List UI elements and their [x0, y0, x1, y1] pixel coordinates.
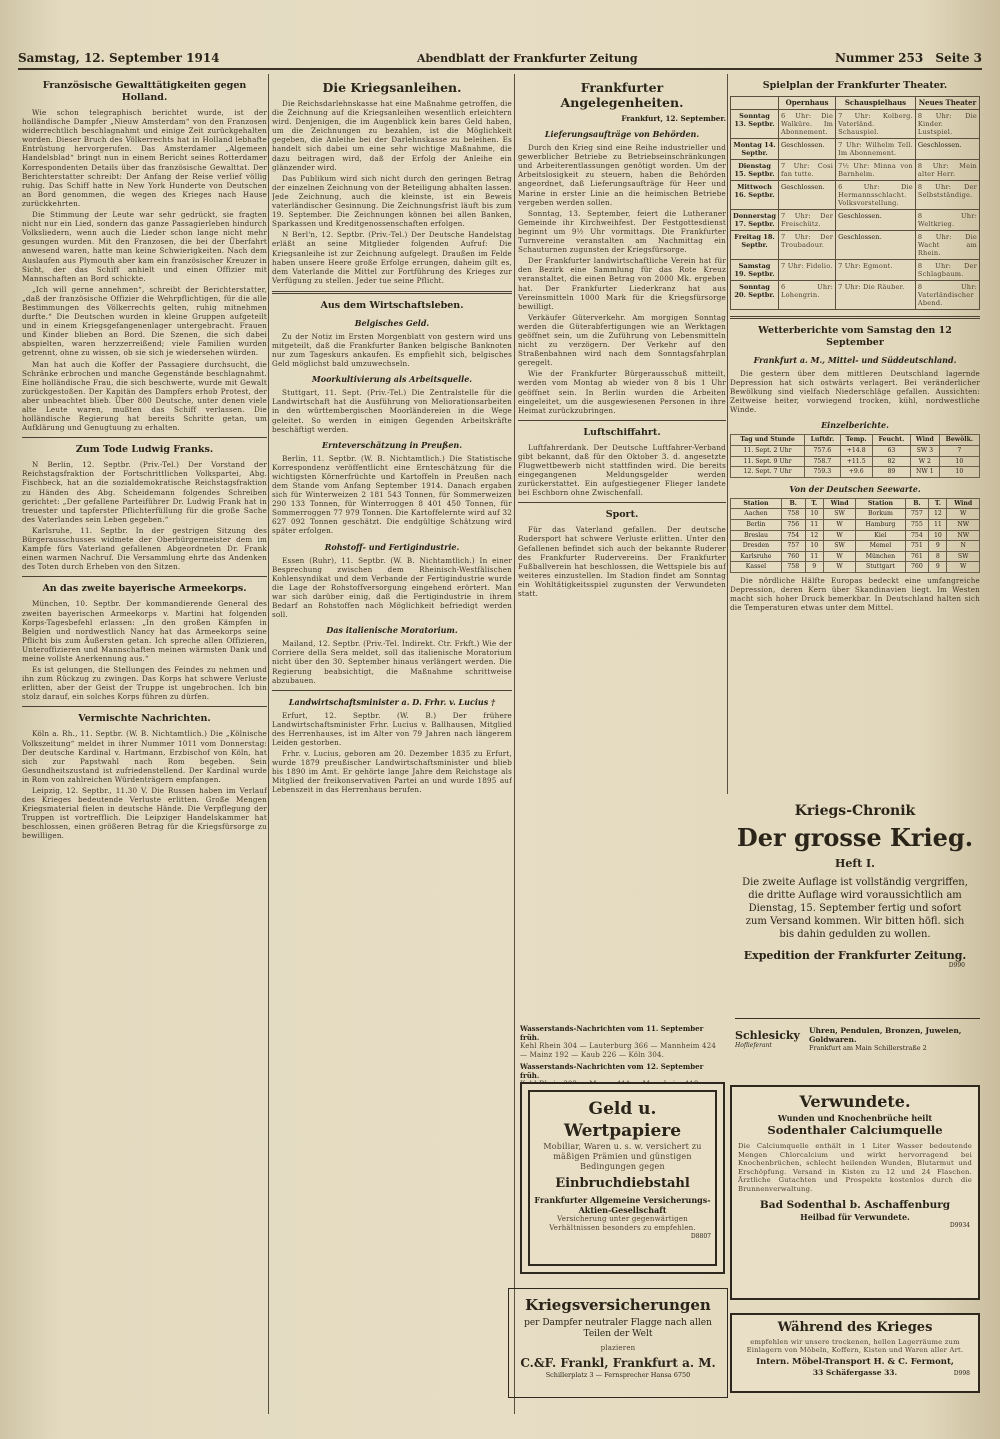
- subheading: Ernteverschätzung in Preußen.: [321, 439, 463, 450]
- ad-code: D9934: [949, 1221, 970, 1229]
- headline: Die Kriegsanleihen.: [322, 80, 462, 95]
- theatre-cell: 7½ Uhr: Minna von Barnhelm.: [836, 160, 916, 181]
- ad-sign: Expedition der Frankfurter Zeitung.: [743, 949, 967, 962]
- theatre-cell: Geschlossen.: [915, 139, 979, 160]
- theatre-day: Samstag 19. Septbr.: [731, 260, 779, 281]
- ad-text: Die Calciumquelle enthält in 1 Liter Wasser bedeutende Mengen Chlorcalcium und wirkt hervorragend bei Knochenbrüchen, schlecht heilenden Wunden, Blutarmut und Erschöpfung. Versand in Kisten zu 12 und 24 Flaschen. Ärztliche Gutachten und Prospekte kostenlos durch die Brunnenverwaltung.: [738, 1142, 972, 1193]
- ad-code: D990: [948, 962, 965, 969]
- section-heading: Aus dem Wirtschaftsleben.: [320, 299, 464, 311]
- ad-title: Kriegsversicherungen: [525, 1296, 711, 1314]
- ad-mid: Einbruchdiebstahl: [555, 1176, 690, 1191]
- article-body: Mailand, 12. Septbr. (Priv.-Tel. Indirekt. Ctr. Frkft.) Wie der Corriere della Sera meldet, soll das italienische Moratorium nicht über den 30. September hinaus verlängert werden. Die Regierung beabsichtigt, die Maßnahme schrittweise abzubauen.: [272, 639, 512, 685]
- ad-brand: [735, 1029, 805, 1049]
- divider: [518, 420, 726, 421]
- theatre-cell: 8 Uhr: Die Kinder. Lustspiel.: [915, 110, 979, 139]
- weather-subtitle: Frankfurt a. M., Mittel- und Süddeutschland.: [753, 355, 957, 365]
- article-body: Luftfahrerdank. Der Deutsche Luftfahrer-Verband gibt bekannt, daß für den Oktober 3. d. angesetzte Flugwettbewerb nicht stattfinden wird. Die bereits eingegangenen Meldungsgelder werden zurückerstattet. Ein aufgestiegener Flieger landete bei Eschborn ohne Zwischenfall.: [518, 442, 726, 498]
- ad-sub: per Dampfer neutraler Flagge nach allen Teilen der Welt: [524, 1318, 712, 1339]
- page-number: Seite 3: [935, 51, 982, 65]
- divider: [735, 1018, 980, 1019]
- ad-verwundete: [730, 1085, 980, 1300]
- headline: Zum Tode Ludwig Franks.: [75, 444, 214, 456]
- ad-title: Während des Krieges: [777, 1320, 933, 1335]
- column-2: [272, 74, 512, 1414]
- ad-geld-wertpapiere: [520, 1082, 725, 1274]
- column-rule: [727, 74, 728, 794]
- article-body: Stuttgart, 11. Sept. (Priv.-Tel.) Die Zentralstelle für die Landwirtschaft hat die Ausführung von Meliorationsarbeiten in den württembergischen Moorländereien in die Wege geleitet. So werden in einigen Gegenden Arbeitskräfte beschäftigt werden.: [272, 388, 512, 434]
- theatre-schedule: [730, 96, 980, 310]
- weather-table-stations: Station B. T. Wind Station B. T. Wind Aachen 758 10 SW Borkum 757 12 W Berlin 756 11 W Hamburg 755 11 NW Breslau 754 12 W Kiel 754 10 NW Dresden 757 10 SW Memel 751 9 N Karlsruhe 760 11 W München 761 8 SW Kassel 758 9 W Stuttgart 760 9 W: [730, 498, 980, 573]
- article-body: N Berlin, 12. Septbr. (Priv.-Tel.) Der Vorstand der Reichstagsfraktion der Fortschrittlichen Volkspartei, Abg. Fischbeck, hat an die sozialdemokratische Reichstagsfraktion zu Händen des Abg. Scheidemann folgendes Schreiben gerichtet: „Der gefallene Parteiführer Dr. Ludwig Frank hat in treuester und tapferster Pflichterfüllung für die große Sache des Vaterlandes sein Leben gegeben.“ Karlsruhe, 11. Septbr. In der gestrigen Sitzung des Bürgerausschusses widmete der Oberbürgermeister dem im Kampfe fürs Vaterland gefallenen Abgeordneten Dr. Frank einen warmen Nachruf. Die Versammlung ehrte das Andenken des Toten durch Erheben von den Sitzen.: [22, 460, 267, 572]
- divider: [22, 437, 267, 438]
- article-body: Köln a. Rh., 11. Septbr. (W. B. Nichtamtlich.) Die „Kölnische Volkszeitung“ meldet in ihrer Nummer 1011 vom Donnerstag: Der deutsche Kardinal v. Hartmann, Erzbischof von Köln, hat sich zur Papstwahl nach Rom begeben. Sein Gesundheitszustand ist zufriedenstellend. Der Kardinal wurde in Rom von zahlreichen Würdenträgern empfangen. Leipzig, 12. Septbr., 11.30 V. Die Russen haben im Verlauf des Krieges bedeutende Verluste erlitten. Große Mengen Kriegsmaterial fielen in deutsche Hände. Die Verpflegung der Truppen ist vortrefflich. Die Leipziger Handelskammer hat beschlossen, einen größeren Betrag für die Kriegsfürsorge zu bewilligen.: [22, 729, 267, 841]
- water-title: Wasserstands-Nachrichten vom 12. September früh.: [520, 1062, 704, 1080]
- subheading: Belgisches Geld.: [354, 317, 430, 328]
- ad-code: D8807: [690, 1233, 711, 1240]
- divider: [518, 502, 726, 503]
- headline: Spielplan der Frankfurter Theater.: [762, 80, 948, 91]
- subheading: Rohstoff- und Fertigindustrie.: [324, 541, 460, 552]
- dateline: Frankfurt, 12. September.: [621, 114, 726, 123]
- ad-kriegsversicherungen: [508, 1288, 728, 1398]
- theatre-day: Sonntag 20. Septbr.: [731, 281, 779, 310]
- theatre-cell: 8 Uhr: Weltkrieg.: [915, 210, 979, 231]
- ad-title: Verwundete.: [799, 1092, 911, 1111]
- article-body: Die Reichsdarlehnskasse hat eine Maßnahme getroffen, die die Zeichnung auf die Kriegsanleihen wesentlich erleichtern wird. Denjenigen, die im Augenblick kein bares Geld haben, um die Zeichnungen zu bezahlen, ist die Möglichkeit gegeben, die Anleihe bei der Darlehnskasse zu beleihen. Es handelt sich dabei um eine sehr wichtige Maßnahme, die dazu beitragen wird, daß der Erfolg der Anleihe ein glänzender wird. Das Publikum wird sich nicht durch den geringen Betrag der einzelnen Zeichnung von der Beteiligung abhalten lassen. Jede Zeichnung, auch die kleinste, ist ein Beweis vaterländischer Gesinnung. Die Zeichnungsfrist läuft bis zum 19. September. Die Zeichnungen können bei allen Banken, Sparkassen und Kreditgenossenschaften erfolgen. N Berl'n, 12. Septbr. (Priv.-Tel.) Der Deutsche Handelstag erläßt an seine Mitglieder folgenden Aufruf: Die Kriegsanleihe ist zur Zeichnung aufgelegt. Draußen im Felde haben unsere Heere große Erfolge errungen, daheim gilt es, dem Vaterlande die Mittel zur Fortführung des Krieges zur Verfügung zu stellen. Jeder tue seine Pflicht.: [272, 99, 512, 285]
- subheading: Moorkultivierung als Arbeitsquelle.: [311, 374, 473, 385]
- ad-heil: Heilbad für Verwundete.: [800, 1211, 910, 1222]
- ad-waehrend-des-krieges: [730, 1313, 980, 1393]
- ad-text: Die zweite Auflage ist vollständig vergriffen, die dritte Auflage wird voraussichtlich am Dienstag, 15. September fertig und sofort zum Versand kommen. Wir bitten höfl. sich bis dahin gedulden zu wollen.: [742, 877, 968, 940]
- headline: Frankfurter Angelegenheiten.: [560, 80, 684, 110]
- theatre-col-oper: Opernhaus: [779, 97, 836, 110]
- ad-title: Geld u. Wertpapiere: [563, 1099, 682, 1141]
- article-body: Berlin, 11. Septbr. (W. B. Nichtamtlich.) Die Statistische Korrespondenz veröffentlicht eine Ernteschätzung für die wichtigsten Körnerfrüchte und Kartoffeln in Preußen nach dem Stande vom Anfang September 1914. Danach ergaben sich für Winterweizen 2 181 543 Tonnen, für Sommerweizen 290 133 Tonnen, für Winterroggen 8 401 450 Tonnen, für Sommerroggen 77 979 Tonnen. Die Kartoffelernte wird auf 32 627 092 Tonnen geschätzt. Die endgültige Schätzung wird später erfolgen.: [272, 453, 512, 536]
- column-3: [518, 74, 726, 739]
- ad-text: Mobiliar, Waren u. s. w. versichert zu mäßigen Prämien und günstigen Bedingungen gegen: [543, 1142, 702, 1171]
- article-body: Erfurt, 12. Septbr. (W. B.) Der frühere Landwirtschaftsminister Frhr. Lucius v. Ballhausen, Mitglied des Herrenhauses, ist im Alter von 79 Jahren nach längerem Leiden gestorben. Frhr. v. Lucius, geboren am 20. Dezember 1835 zu Erfurt, wurde 1879 preußischer Landwirtschaftsminister und blieb bis 1890 im Amt. Er gehörte lange Jahre dem Reichstage als Mitglied der freikonservativen Partei an und wurde 1895 auf Lebenszeit in das Herrenhaus berufen.: [272, 710, 512, 795]
- theatre-corner: [731, 97, 779, 110]
- ad-text: Versicherung unter gegenwärtigen Verhältnissen besonders zu empfehlen.: [549, 1215, 696, 1232]
- ad-text: plazieren: [600, 1344, 636, 1352]
- ad-address: Schillerplatz 3 — Fernsprecher Hansa 6750: [545, 1371, 691, 1379]
- weather-text: Die nördliche Hälfte Europas bedeckt eine umfangreiche Depression, deren Kern über Skandinavien liegt. Im Westen macht sich hoher Druck bemerkbar. In Deutschland halten sich die Temperaturen etwas unter dem Mittel.: [730, 576, 980, 613]
- article-body: München, 10. Septbr. Der kommandierende General des zweiten bayerischen Armeekorps v. Martini hat folgenden Korps-Tagesbefehl erlassen: „In den großen Kämpfen in Belgien und nordwestlich Nancy hat das Armeekorps seine Pflicht bis zum Äußersten getan. Ich spreche allen Offizieren, Unteroffizieren und Mannschaften meinen wärmsten Dank und meine vollste Anerkennung aus.“ Es ist gelungen, die Stellungen des Feindes zu nehmen und ihn zum Rückzug zu zwingen. Das Korps hat schwere Verluste erlitten, aber der Geist der Truppe ist ungebrochen. Ich bin stolz darauf, ein solches Korps führen zu dürfen.: [22, 599, 267, 702]
- theatre-day: Freitag 18. Septbr.: [731, 231, 779, 260]
- subheading: Lieferungsaufträge von Behörden.: [544, 129, 700, 140]
- ad-details: [809, 1026, 980, 1052]
- ad-schlesicky: [735, 1024, 980, 1054]
- column-rule: [268, 74, 269, 1414]
- water-row: Kehl Rhein 304 — Lauterburg 366 — Mannheim 424 — Mainz 192 — Kaub 226 — Köln 304.: [520, 1042, 717, 1059]
- ad-sub: Hoflieferant: [735, 1042, 772, 1049]
- weather-table-frankfurt: Tag und Stunde Luftdr. Temp. Feucht. Wind Bewölk. 11. Sept. 2 Uhr 757.6 +14.8 63 SW 3 7 11. Sept. 9 Uhr 758.7 +11.5 82 W 2 10 12. Sept. 7 Uhr 759.3 +9.6 89 NW 1 10: [730, 434, 980, 477]
- ad-kicker: Kriegs-Chronik: [794, 803, 916, 819]
- ad-bad: Bad Sodenthal b. Aschaffenburg: [759, 1198, 951, 1211]
- subheading: Landwirtschaftsminister a. D. Frhr. v. Lucius †: [288, 696, 496, 707]
- subheading: Das italienische Moratorium.: [326, 625, 458, 636]
- theatre-cell: 7 Uhr: Egmont.: [836, 260, 916, 281]
- weather-title: Wetterberichte vom Samstag den 12 September: [758, 325, 952, 348]
- divider: [22, 706, 267, 707]
- ad-text: Uhren, Pendulen, Bronzen, Juwelen, Goldwaren.: [809, 1026, 962, 1044]
- ad-company: Intern. Möbel-Transport H. & C. Fermont,: [756, 1356, 954, 1367]
- theatre-cell: 7 Uhr: Kolberg. Vaterländ. Schauspiel.: [836, 110, 916, 139]
- ad-name: Sodenthaler Calciumquelle: [767, 1123, 943, 1137]
- theatre-day: Dienstag 15. Septbr.: [731, 160, 779, 181]
- theatre-cell: Geschlossen.: [779, 181, 836, 210]
- weather-section: Einzelberichte.: [821, 420, 889, 431]
- page-header: [18, 48, 982, 70]
- ad-text: empfehlen wir unsere trockenen, hellen Lagerräume zum Einlagern von Möbeln, Koffern, Kisten und Waren aller Art.: [746, 1338, 964, 1355]
- article-body: Wie schon telegraphisch berichtet wurde, ist der holländische Dampfer „Nieuw Amsterdam“ von den Franzosen widerrechtlich beschlagnahmt und einige Zeit zurückgehalten worden. Dieser Bruch des Völkerrechts hat in Holland lebhafte Entrüstung hervorgerufen. Das Amsterdamer „Algemeen Handelsblad“ bringt nun in einem Bericht seines Rotterdamer Korrespondenten Details über das französische Gewalttat. Der Berichterstatter schreibt: Der Anfang der Reise verlief völlig ruhig. Das Schiff hatte in New York Hunderte von Deutschen an Bord genommen, die wegen des Krieges nach Hause zurückkehrten. Die Stimmung der Leute war sehr gedrückt, sie fragten nicht nur ein Lied, sondern das ganze Passagierleben hindurch Volksliedern, wenn auch die Lieder schon lange nicht mehr gesungen wurden. Mit den Franzosen, die bei der Überfahrt anwesend waren, hatte man keine Schwierigkeiten. Nach dem Auslaufen aus Plymouth aber kam ein französischer Kreuzer in Sicht, der das Schiff anhielt und einen Offizier mit Mannschaften an Bord schickte. „Ich will gerne annehmen“, schreibt der Berichterstatter, „daß der französische Offizier die Wehrpflichtigen, für die alle Bestimmungen des Völkerrechts gelten, ruhig mitnehmen durfte.“ Die Deutschen wurden in kleine Gruppen aufgeteilt und in einem Kriegsgefangenenlager untergebracht. Frauen und Kinder blieben an Bord. Die Szenen, die sich dabei abspielten, waren herzzerreißend; viele Familien wurden getrennt, ohne zu wissen, ob sie sich je wiedersehen würden. Man hat auch die Koffer der Passagiere durchsucht, die Schränke erbrochen und manche Gegenstände beschlagnahmt. Eine holländische Frau, die sich beschwerte, wurde mit Gewalt zurückgestoßen. Der Kapitän des Dampfers erhob Protest, der aber unbeachtet blieb. Über 800 Deutsche, unter denen viele alte Leute waren, mußten das Schiff verlassen. Die holländische Regierung hat bereits Schritte getan, um Aufklärung und Genugtuung zu erhalten.: [22, 108, 267, 433]
- divider: [272, 690, 512, 691]
- ad-kriegs-chronik: [735, 795, 975, 1017]
- section-heading: Sport.: [605, 509, 639, 521]
- header-date: Samstag, 12. September 1914: [18, 51, 220, 65]
- theatre-cell: 6 Uhr: Lohengrin.: [779, 281, 836, 310]
- masthead: Abendblatt der Frankfurter Zeitung: [416, 52, 638, 65]
- ad-frame: [528, 1090, 717, 1266]
- theatre-cell: 6 Uhr: Die Walküre. Im Abonnement.: [779, 110, 836, 139]
- ad-company: Frankfurter Allgemeine Versicherungs-Aktien-Gesellschaft: [534, 1195, 711, 1215]
- divider: [730, 316, 980, 319]
- ad-heft: Heft I.: [834, 857, 875, 870]
- theatre-col-schauspiel: Schauspielhaus: [836, 97, 916, 110]
- water-title: Wasserstands-Nachrichten vom 11. September früh.: [520, 1024, 704, 1042]
- theatre-cell: 8 Uhr: Mein alter Herr.: [915, 160, 979, 181]
- theatre-cell: 8 Uhr: Der Schlagbaum.: [915, 260, 979, 281]
- theatre-cell: 7 Uhr: Die Räuber.: [836, 281, 916, 310]
- theatre-day: Montag 14. Septbr.: [731, 139, 779, 160]
- theatre-day: Sonntag 13. Septbr.: [731, 110, 779, 139]
- article-body: Zu der Notiz im Ersten Morgenblatt von gestern wird uns mitgeteilt, daß die Frankfurter Banken belgische Banknoten nur zum Tageskurs ankaufen. Es empfiehlt sich, belgisches Geld möglichst bald umzuwechseln.: [272, 331, 512, 369]
- headline: Vermischte Nachrichten.: [78, 713, 211, 725]
- headline: Französische Gewalttätigkeiten gegen Holland.: [42, 80, 247, 103]
- theatre-cell: Geschlossen.: [836, 210, 916, 231]
- weather-sea: Von der Deutschen Seewarte.: [789, 483, 921, 494]
- article-body: Für das Vaterland gefallen. Der deutsche Rudersport hat schwere Verluste erlitten. Unter den Gefallenen befindet sich auch der bekannte Ruderer des Frankfurter Rudervereins. Der Frankfurter Fußballverein hat beschlossen, die Wettspiele bis auf weiteres einzustellen. Im Stadion findet am Sonntag ein Wohltätigkeitsspiel zugunsten der Verwundeten statt.: [518, 525, 726, 599]
- ad-title: Der grosse Krieg.: [736, 823, 974, 852]
- ad-company: C.&F. Frankl, Frankfurt a. M.: [520, 1356, 716, 1370]
- theatre-cell: 8 Uhr: Der Selbstständige.: [915, 181, 979, 210]
- theatre-cell: 7 Uhr: Wilhelm Tell. Im Abonnement.: [836, 139, 916, 160]
- theatre-cell: 7 Uhr: Fidelio.: [779, 260, 836, 281]
- ad-address: 33 Schäfergasse 33.: [812, 1367, 898, 1377]
- theatre-day: Donnerstag 17. Septbr.: [731, 210, 779, 231]
- ad-name: Schlesicky: [735, 1029, 800, 1042]
- weather-text: Die gestern über dem mittleren Deutschland lagernde Depression hat sich ostwärts verlagert. Bei veränderlicher Bewölkung sind vielfach Niederschläge gefallen. Aussichten: Zeitweise heiter, vorwiegend trocken, kühl, nordwestliche Winde.: [730, 369, 980, 415]
- theatre-day: Mittwoch 16. Septbr.: [731, 181, 779, 210]
- theatre-cell: Geschlossen.: [836, 231, 916, 260]
- section-heading: Luftschiffahrt.: [583, 426, 661, 438]
- theatre-cell: 7 Uhr: Der Troubadour.: [779, 231, 836, 260]
- divider: [22, 576, 267, 577]
- column-rule: [514, 74, 515, 1414]
- ad-sub: Wunden und Knochenbrüche heilt: [777, 1113, 933, 1123]
- issue-number: Nummer 253: [834, 51, 924, 65]
- column-4: [730, 74, 980, 794]
- headline: An das zweite bayerische Armeekorps.: [42, 583, 247, 595]
- divider: [272, 291, 512, 294]
- ad-address: Frankfurt am Main Schillerstraße 2: [809, 1044, 927, 1052]
- column-1: [22, 74, 267, 1414]
- theatre-cell: 7 Uhr: Der Freischütz.: [779, 210, 836, 231]
- theatre-col-neues: Neues Theater: [915, 97, 979, 110]
- theatre-cell: 8 Uhr: Vaterländischer Abend.: [915, 281, 979, 310]
- theatre-cell: 7 Uhr: Cosi fan tutte.: [779, 160, 836, 181]
- theatre-cell: 8 Uhr: Die Wacht am Rhein.: [915, 231, 979, 260]
- issue-page: [835, 51, 982, 65]
- article-body: Essen (Ruhr), 11. Septbr. (W. B. Nichtamtlich.) In einer Besprechung zwischen dem Rheinisch-Westfälischen Kohlensyndikat und dem Verbande der Fertigindustrie wurde die Lage der Rohstoffversorgung eingehend erörtert. Man war sich darüber einig, daß die Fertigindustrie in ihrem Bedarf an Rohstoffen nach Möglichkeit befriedigt werden soll.: [272, 555, 512, 620]
- article-body: Durch den Krieg sind eine Reihe industrieller und gewerblicher Betriebe zu Betriebseinschränkungen und Arbeiterentlassungen genötigt worden. Um der Arbeitslosigkeit zu steuern, haben die Behörden angeordnet, daß Lieferungsaufträge für Heer und Marine in erster Linie an die heimischen Betriebe vergeben werden sollen. Sonntag, 13. September, feiert die Lutheraner Gemeinde ihr Kirchweihfest. Der Festgottesdienst beginnt um 9½ Uhr vormittags. Die Frankfurter Turnvereine veranstalten am Nachmittag ein Schauturnen zugunsten der Kriegsfürsorge. Der Frankfurter landwirtschaftliche Verein hat für den Bezirk eine Sammlung für das Rote Kreuz veranstaltet, die einen Betrag von 2000 Mk. ergeben hat. Der Frankfurter Liederkranz hat aus Vereinsmitteln 1000 Mark für die Kriegsfürsorge bewilligt. Verkäufer Güterverkehr. Am morgigen Sonntag werden die Güterabfertigungen wie an Werktagen geöffnet sein, um die Zuführung von Lebensmitteln nicht zu verzögern. Der Verkehr auf den Straßenbahnen wird nach dem Sonntagsfahrplan geregelt. Wie der Frankfurter Bürgerausschuß mitteilt, werden vom Montag ab wieder von 8 bis 1 Uhr geöffnet sein. In Berlin wurden die Arbeiten eingeleitet, um die ausgewiesenen Personen in ihre Heimat zurückzubringen.: [518, 143, 726, 415]
- theatre-cell: 6 Uhr: Die Hermannsschlacht. Volksvorstellung.: [836, 181, 916, 210]
- theatre-cell: Geschlossen.: [779, 139, 836, 160]
- ad-code: D998: [953, 1369, 970, 1377]
